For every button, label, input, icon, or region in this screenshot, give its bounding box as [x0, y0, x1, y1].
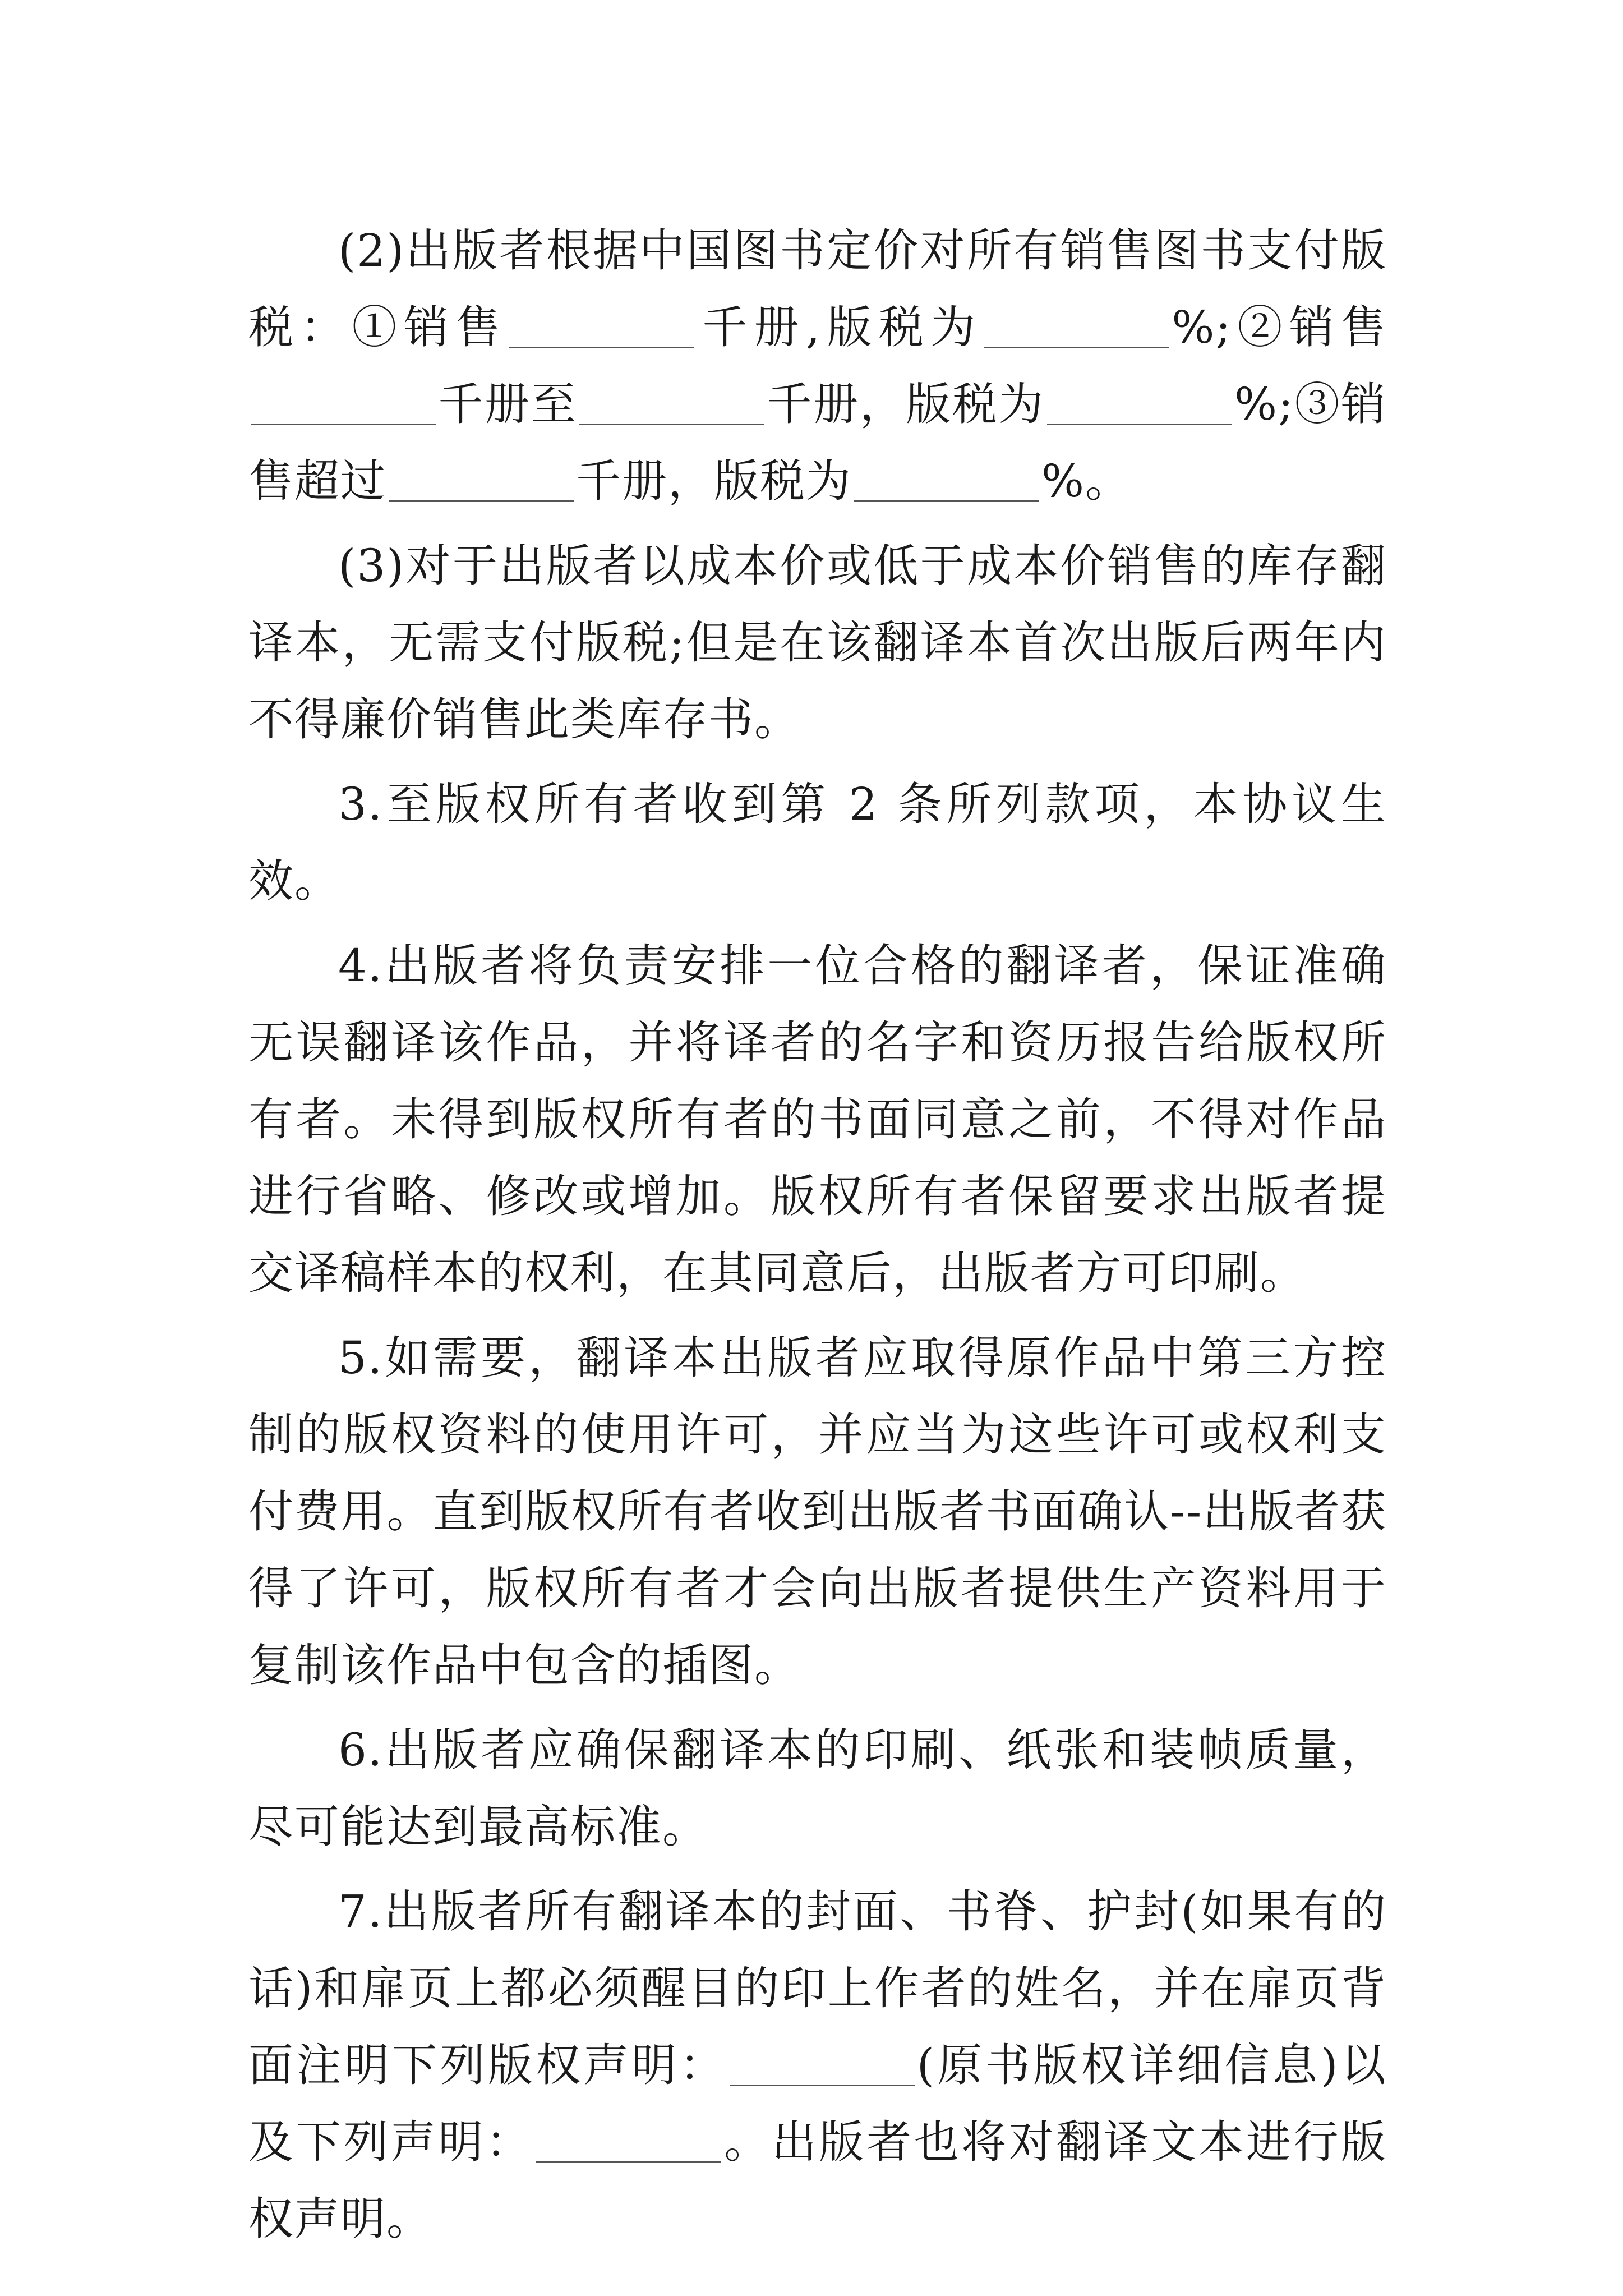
- text-segment: 7.出版者所有翻译本的封面、书脊、护封(如果有的话)和扉页上都必须醒目的印上作者的姓名，并在扉页背面注明下列版权声明：: [248, 1885, 1387, 2091]
- text-segment: %;②销售: [1172, 301, 1387, 353]
- paragraph-stock-sales: (3)对于出版者以成本价或低于成本价销售的库存翻译本，无需支付版税;但是在该翻译本首次出版后两年内不得廉价销售此类库存书。: [248, 540, 1387, 746]
- blank-field[interactable]: [579, 379, 764, 425]
- blank-field[interactable]: [1047, 379, 1232, 425]
- blank-field[interactable]: [854, 455, 1039, 502]
- paragraph-royalty-rates: [248, 212, 1387, 519]
- paragraph-clause-5: 5.如需要，翻译本出版者应取得原作品中第三方控制的版权资料的使用许可，并应当为这些许可或权利支付费用。直到版权所有者收到出版者书面确认--出版者获得了许可，版权所有者才会向出版者提供生产资料用于复制该作品中包含的插图。: [248, 1332, 1387, 1691]
- text-segment: (原书版权详细信息)以及下列声明：: [248, 2039, 1387, 2168]
- blank-field[interactable]: [984, 302, 1169, 348]
- text-segment: 。出版者也将对翻译文本进行版权声明。: [248, 2116, 1387, 2245]
- text-segment: 千册，版税为: [767, 378, 1045, 430]
- blank-field[interactable]: [536, 2116, 721, 2163]
- paragraph-clause-6: 6.出版者应确保翻译本的印刷、纸张和装帧质量，尽可能达到最高标准。: [248, 1724, 1387, 1853]
- blank-field[interactable]: [509, 302, 694, 348]
- blank-field[interactable]: [730, 2040, 915, 2086]
- paragraph-clause-7: [248, 1873, 1387, 2257]
- text-segment: %。: [1041, 455, 1132, 507]
- blank-field[interactable]: [389, 455, 574, 502]
- text-segment: 千册，版税为: [576, 455, 852, 507]
- blank-field[interactable]: [251, 379, 436, 425]
- paragraph-clause-4: 4.出版者将负责安排一位合格的翻译者，保证准确无误翻译该作品，并将译者的名字和资历报告给版权所有者。未得到版权所有者的书面同意之前，不得对作品进行省略、修改或增加。版权所有者保留要求出版者提交译稿样本的权利，在其同意后，出版者方可印刷。: [248, 940, 1387, 1299]
- paragraph-clause-3: 3.至版权所有者收到第 2 条所列款项，本协议生效。: [248, 778, 1387, 907]
- text-segment: %;③销售超过: [248, 378, 1387, 507]
- document-body: [248, 212, 1387, 2265]
- text-segment: 千册至: [438, 378, 578, 430]
- text-segment: (2)出版者根据中国图书定价对所有销售图书支付版税：①销售: [248, 224, 1387, 353]
- text-segment: 千册,版税为: [697, 301, 983, 353]
